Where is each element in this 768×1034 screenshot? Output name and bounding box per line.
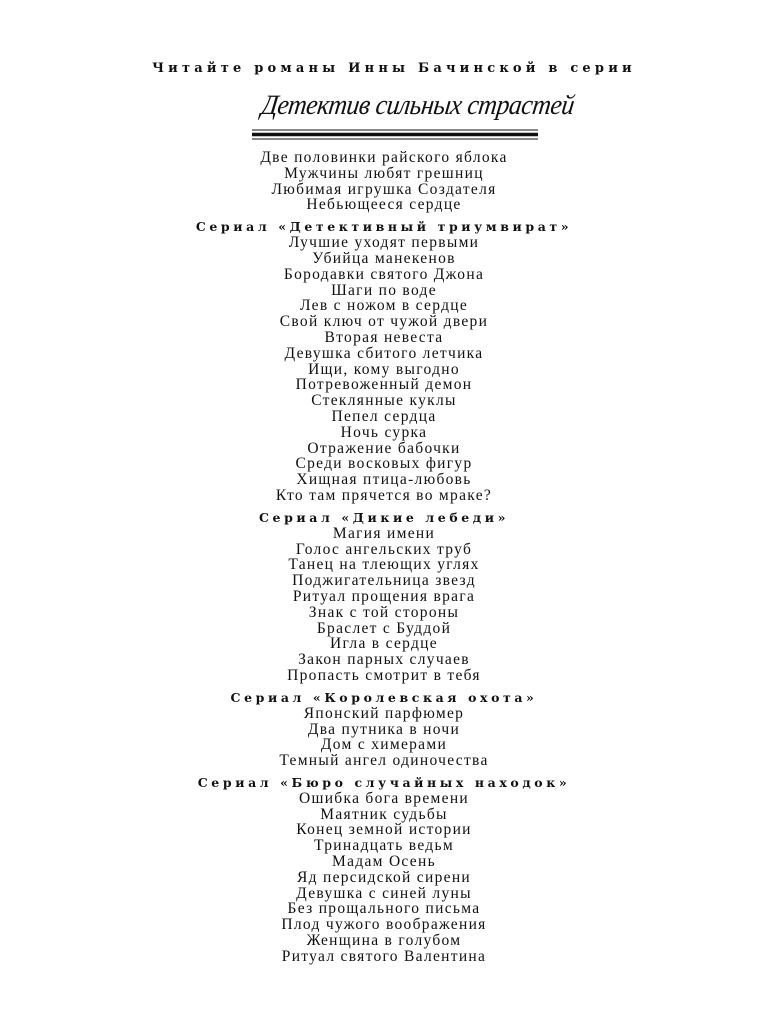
book-title: Яд персидской сирени — [296, 868, 472, 886]
book-title: Среди восковых фигур — [295, 455, 473, 473]
book-title: Небьющееся сердце — [306, 196, 462, 214]
series-block — [0, 775, 768, 965]
series-title: Сериал «Детективный триумвират» — [195, 219, 573, 235]
book-title: Танец на тлеющих углях — [288, 556, 480, 574]
page-heading: Читайте романы Инны Бачинской в серии — [152, 61, 636, 76]
series-title: Сериал «Дикие лебеди» — [258, 509, 510, 525]
book-title: Дом с химерами — [320, 736, 448, 754]
book-title: Девушка сбитого летчика — [284, 344, 484, 362]
book-title: Без прощального письма — [287, 900, 481, 918]
book-title: Два путника в ночи — [307, 720, 461, 738]
book-title: Браслет с Буддой — [316, 619, 452, 637]
book-title: Кто там прячется во мраке? — [275, 486, 493, 504]
book-title: Поджигательница звезд — [292, 572, 476, 590]
book-title: Тринадцать ведьм — [314, 837, 454, 855]
book-title: Мужчины любят грешниц — [284, 164, 484, 182]
book-title: Ритуал святого Валентина — [281, 947, 487, 965]
book-title: Женщина в голубом — [306, 932, 462, 950]
book-list — [0, 150, 768, 965]
series-logo — [250, 86, 577, 146]
series-logo-text: Детектив сильных страстей — [259, 90, 577, 121]
book-title: Вторая невеста — [324, 328, 444, 346]
book-title: Японский парфюмер — [303, 704, 465, 722]
book-title: Конец земной истории — [296, 821, 472, 839]
book-title: Свой ключ от чужой двери — [279, 313, 489, 331]
book-title: Ночь сурка — [340, 423, 428, 441]
book-title: Пепел сердца — [331, 407, 437, 425]
book-title: Ищи, кому выгодно — [308, 360, 460, 378]
book-title: Любимая игрушка Создателя — [271, 180, 497, 198]
book-title: Закон парных случаев — [298, 651, 470, 669]
book-title: Игла в сердце — [330, 635, 438, 653]
book-title: Девушка с синей луны — [296, 884, 472, 902]
series-block — [0, 690, 768, 769]
book-title: Потревоженный демон — [295, 376, 473, 394]
book-title: Хищная птица-любовь — [296, 471, 472, 489]
book-title: Мадам Осень — [332, 853, 436, 871]
series-block — [0, 219, 768, 504]
book-title: Знак с той стороны — [308, 603, 460, 621]
book-title: Маятник судьбы — [320, 805, 448, 823]
book-title: Две половинки райского яблока — [260, 149, 508, 166]
book-title: Ошибка бога времени — [298, 789, 470, 807]
logo-underline-lines — [252, 128, 538, 142]
series-title: Сериал «Бюро случайных находок» — [197, 774, 571, 790]
series-title: Сериал «Королевская охота» — [230, 689, 538, 705]
book-title: Темный ангел одиночества — [279, 752, 489, 770]
book-title: Убийца манекенов — [312, 249, 456, 267]
series-block — [0, 150, 768, 213]
book-title: Голос ангельских труб — [295, 540, 473, 558]
book-title: Шаги по воде — [331, 281, 437, 299]
book-title: Отражение бабочки — [307, 439, 461, 457]
book-title: Плод чужого воображения — [281, 916, 487, 934]
book-title: Ритуал прощения врага — [292, 587, 476, 605]
book-title: Пропасть смотрит в тебя — [287, 666, 481, 684]
series-block — [0, 510, 768, 684]
book-title: Лучшие уходят первыми — [288, 234, 480, 252]
book-title: Стеклянные куклы — [311, 392, 457, 410]
book-title: Магия имени — [332, 524, 436, 542]
book-title: Лев с ножом в сердце — [299, 297, 469, 315]
book-title: Бородавки святого Джона — [283, 265, 485, 283]
